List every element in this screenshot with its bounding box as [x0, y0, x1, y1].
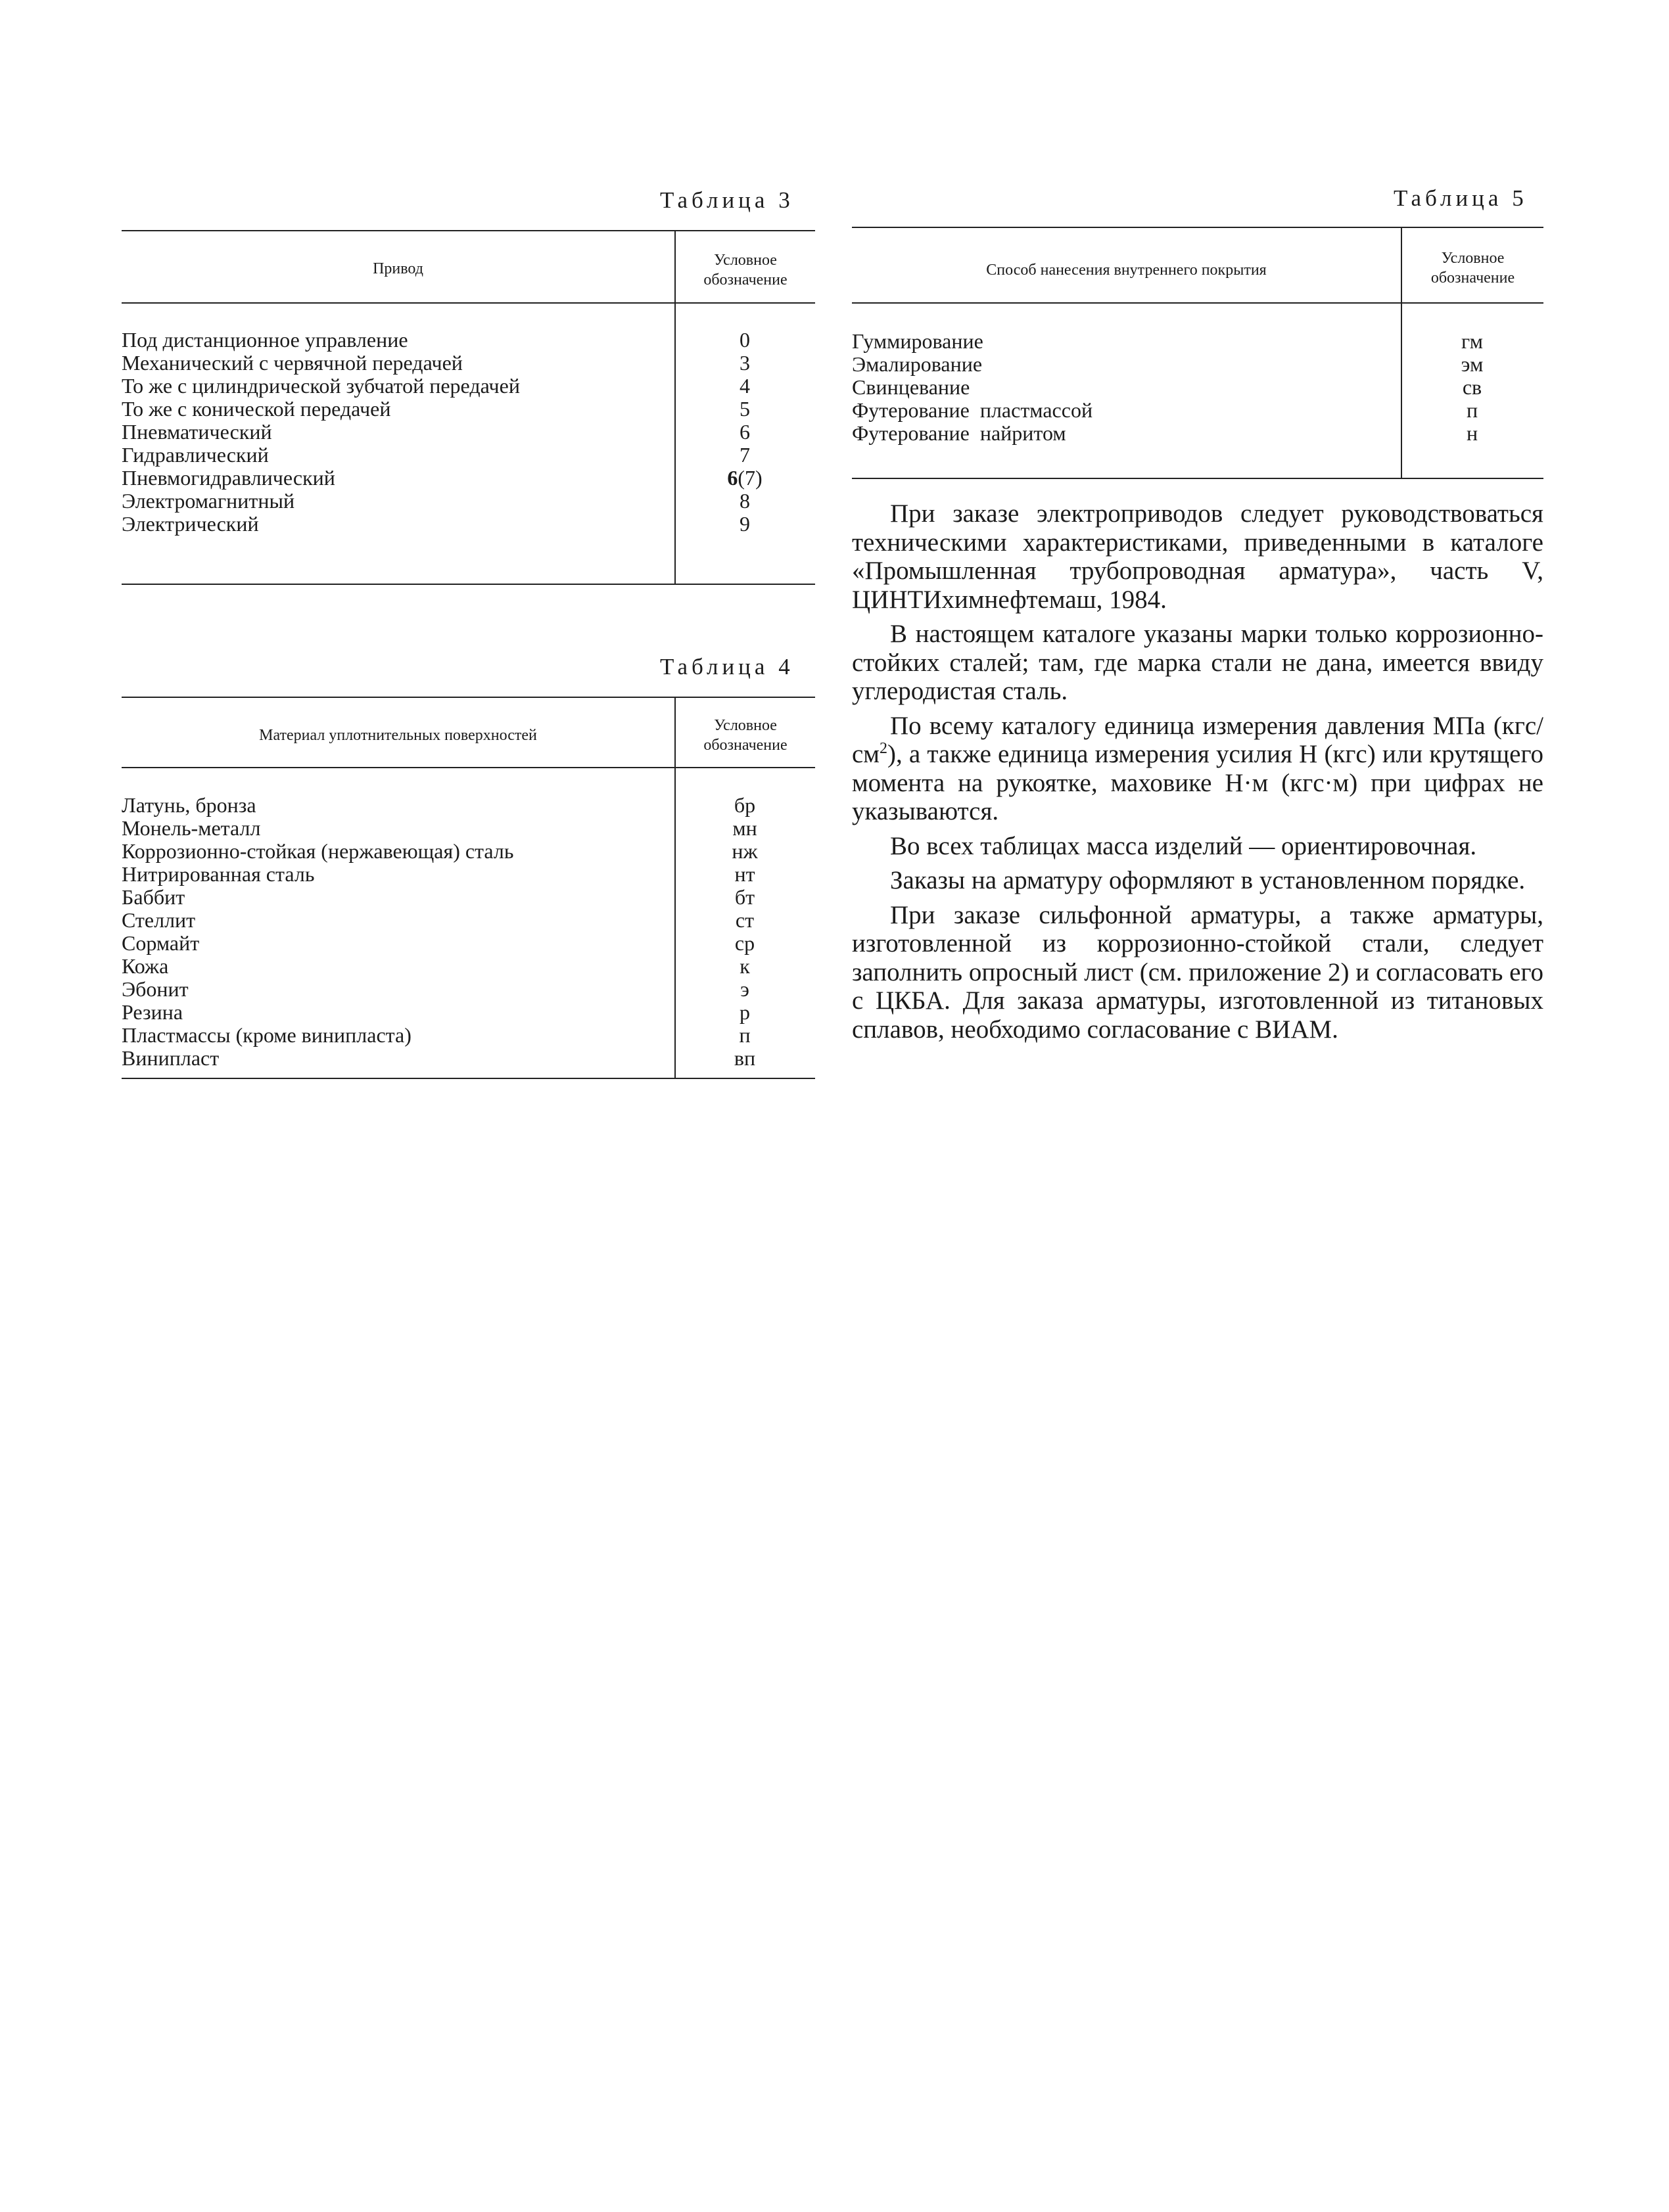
table-row [122, 955, 815, 978]
table4-top-rule [122, 697, 815, 698]
paragraph-units [852, 712, 1543, 826]
table-row [122, 513, 815, 536]
table-row [122, 909, 815, 932]
row-code: 9 [740, 512, 750, 536]
table5-top-rule [852, 227, 1543, 228]
row-name: Футерование пластмассой [852, 398, 1093, 422]
paragraph-electric-drives: При заказе электроприводов следует руководствоваться техническими характеристиками, приведенными в каталоге «Промышленная трубопроводная арматура», часть V, ЦИНТИхимнефтемаш, 1984. [852, 499, 1543, 614]
row-code: мн [732, 816, 757, 840]
row-name: Гуммирование [852, 329, 983, 353]
row-code: н [1466, 421, 1478, 445]
table5-caption: Таблица 5 [1394, 185, 1528, 211]
paragraph-mass: Во всех таблицах масса изделий — ориентировочная. [890, 831, 1477, 860]
units-text-start: По всему каталогу единица измерения давления МПа (кгс/см [852, 711, 1543, 768]
table-row [852, 330, 1543, 353]
row-code: к [740, 954, 750, 978]
table3-header-name: Привод [373, 260, 423, 277]
table3-top-rule [122, 230, 815, 231]
row-name: Винипласт [122, 1046, 220, 1070]
row-code: э [740, 977, 749, 1001]
row-name: Монель-металл [122, 816, 261, 840]
row-name: Свинцевание [852, 375, 970, 399]
row-code: эм [1461, 352, 1484, 376]
row-code-rest: (7) [738, 466, 763, 490]
row-code: п [1466, 398, 1478, 422]
table4-header-name: Материал уплотнительных поверхностей [259, 727, 537, 744]
table-row [852, 422, 1543, 445]
table4-header-code-text: Условное обозначение [703, 717, 787, 754]
row-code: ср [734, 931, 755, 955]
table5-header-rule [852, 302, 1543, 304]
table4-caption: Таблица 4 [660, 654, 794, 680]
row-name: Пневмогидравлический [122, 466, 335, 490]
table-row [852, 399, 1543, 422]
table-row [122, 421, 815, 444]
row-name: Стеллит [122, 908, 196, 932]
table5-header-code-text: Условное обозначение [1430, 250, 1515, 287]
table-row [122, 863, 815, 886]
table5-bottom-rule [852, 478, 1543, 479]
row-code: 6 [740, 420, 750, 444]
row-code: гм [1461, 329, 1483, 353]
units-text-end: ), а также единица измерения усилия Н (кгс) или крутящего момента на рукоятке, маховике Н·м (кгс·м) при цифрах не указываются. [852, 740, 1543, 825]
row-name: Сормайт [122, 931, 200, 955]
table4-body [122, 794, 815, 1070]
row-name: Баббит [122, 885, 185, 909]
body-text [852, 499, 1543, 1049]
table-row [122, 352, 815, 375]
row-code: 7 [740, 443, 750, 467]
row-name: Нитрированная сталь [122, 862, 315, 886]
row-name: Пластмассы (кроме винипласта) [122, 1023, 411, 1047]
row-code: 5 [740, 397, 750, 421]
paragraph-orders: Заказы на арматуру оформляют в установленном порядке. [890, 866, 1526, 894]
row-name: Коррозионно-стойкая (нержавеющая) сталь [122, 839, 514, 863]
table5-header-name: Способ нанесения внутреннего покрытия [986, 262, 1267, 279]
table-row [122, 1047, 815, 1070]
table-row [122, 467, 815, 490]
table-row [122, 1001, 815, 1024]
row-name: Гидравлический [122, 443, 269, 467]
table3-header-code [676, 250, 815, 290]
row-name: Футерование найритом [852, 421, 1066, 445]
row-name: Латунь, бронза [122, 793, 256, 817]
row-code [674, 467, 815, 490]
row-code: бт [734, 885, 755, 909]
table-row [122, 1024, 815, 1047]
table-row [122, 794, 815, 817]
row-code: бр [734, 793, 756, 817]
table5-header-code [1402, 248, 1543, 288]
row-code: п [739, 1023, 751, 1047]
table-row [122, 840, 815, 863]
paragraph-bellows: При заказе сильфонной арматуры, а также арматуры, изготовленной из коррозионно-стойкой стали, следует заполнить опросный лист (см. приложение 2) и согласовать его с ЦКБА. Для заказа арматуры, изготовленной из титановых сплавов, необходимо согласование с ВИАМ. [852, 900, 1543, 1044]
row-code: св [1462, 375, 1482, 399]
table-row [122, 932, 815, 955]
row-name: Электромагнитный [122, 489, 295, 513]
row-code: ст [735, 908, 755, 932]
row-name: То же с цилиндрической зубчатой передачей [122, 374, 520, 398]
row-name: То же с конической передачей [122, 397, 391, 421]
table-row [122, 886, 815, 909]
row-name: Механический с червячной передачей [122, 351, 463, 375]
table3-header-rule [122, 302, 815, 304]
row-code: 8 [740, 489, 750, 513]
table-row [122, 329, 815, 352]
row-code: нж [732, 839, 758, 863]
table5-body [852, 330, 1543, 445]
row-name: Резина [122, 1000, 183, 1024]
units-superscript: 2 [880, 740, 887, 757]
table3-body [122, 329, 815, 536]
row-name: Кожа [122, 954, 169, 978]
row-code: 0 [740, 328, 750, 352]
row-name: Под дистанционное управление [122, 328, 408, 352]
table-row [122, 817, 815, 840]
table-row [852, 353, 1543, 376]
row-code: 3 [740, 351, 750, 375]
row-code-bold: 6 [727, 466, 738, 490]
table3-bottom-rule [122, 584, 815, 585]
row-name: Эбонит [122, 977, 189, 1001]
table-row [122, 375, 815, 398]
row-name: Эмалирование [852, 352, 983, 376]
table4-bottom-rule [122, 1078, 815, 1079]
row-code: вп [734, 1046, 756, 1070]
table-row [122, 978, 815, 1001]
paragraph-steel-grades: В настоящем каталоге указаны марки только коррозионно-стойких сталей; там, где марка стали не дана, имеется ввиду углеродистая сталь. [852, 620, 1543, 705]
row-code: нт [734, 862, 755, 886]
table-row [852, 376, 1543, 399]
table-row [122, 444, 815, 467]
row-name: Пневматический [122, 420, 272, 444]
table3-header-code-text: Условное обозначение [703, 252, 787, 288]
row-code: 4 [740, 374, 750, 398]
row-name: Электрический [122, 512, 259, 536]
table-row [122, 398, 815, 421]
table4-header-code [676, 716, 815, 755]
table4-header-rule [122, 767, 815, 768]
table3-caption: Таблица 3 [660, 187, 794, 213]
table-row [122, 490, 815, 513]
row-code: р [740, 1000, 750, 1024]
